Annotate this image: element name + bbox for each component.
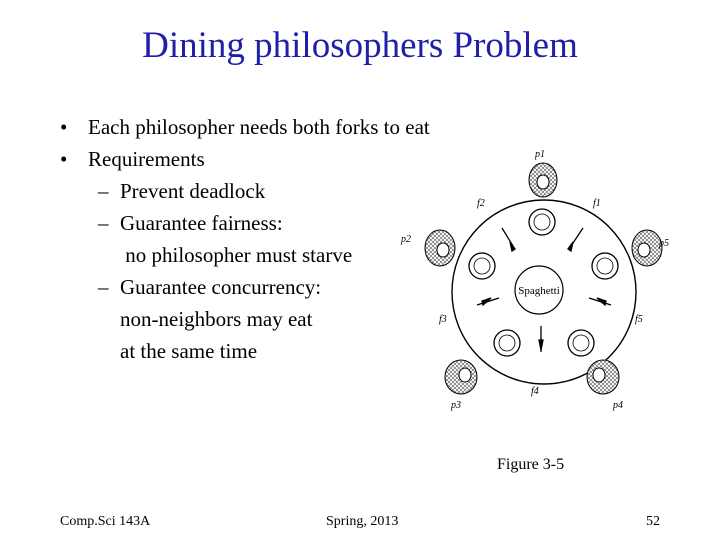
bullet-text: Requirements xyxy=(88,147,205,171)
bullet-list xyxy=(60,111,430,367)
footer-course: Comp.Sci 143A xyxy=(60,514,151,529)
sub-bullet-text: at the same time xyxy=(120,339,258,363)
dash-mark: – xyxy=(98,211,109,235)
philosopher-p4 xyxy=(587,360,623,411)
fork-label: f1 xyxy=(593,198,601,209)
dash-mark: – xyxy=(98,179,109,203)
footer-page-number: 52 xyxy=(646,514,660,529)
fork-f4 xyxy=(539,326,543,352)
philosopher-p1 xyxy=(529,149,557,197)
sub-bullet-text: no philosopher must starve xyxy=(120,243,353,267)
fork-label: f5 xyxy=(635,314,643,325)
figure-caption: Figure 3-5 xyxy=(497,456,565,473)
plate xyxy=(469,253,495,279)
dining-philosophers-figure xyxy=(395,140,685,415)
spaghetti-label: Spaghetti xyxy=(518,285,560,297)
philosopher-p3 xyxy=(445,360,477,411)
bullet-mark: • xyxy=(60,115,68,139)
sub-bullet-item xyxy=(60,175,430,207)
sub-bullet-text: non-neighbors may eat xyxy=(120,307,313,331)
sub-bullet-continuation xyxy=(60,239,430,271)
slide-title: Dining philosophers Problem xyxy=(142,25,578,66)
philosopher-p5 xyxy=(632,230,669,266)
fork-f3 xyxy=(477,298,499,305)
sub-bullet-continuation xyxy=(60,303,430,335)
philosopher-label: p5 xyxy=(659,238,669,249)
sub-bullet-text: Prevent deadlock xyxy=(120,179,266,203)
bullet-text: Each philosopher needs both forks to eat xyxy=(88,115,430,139)
philosopher-label: p1 xyxy=(535,149,545,160)
dash-mark: – xyxy=(98,275,109,299)
fork-label: f3 xyxy=(439,314,447,325)
philosopher-label: p3 xyxy=(451,400,461,411)
philosopher-label: p4 xyxy=(613,400,623,411)
fork-f5 xyxy=(589,298,611,305)
bullet-item xyxy=(60,143,430,175)
sub-bullet-text: Guarantee fairness: xyxy=(120,211,283,235)
sub-bullet-item xyxy=(60,271,430,303)
sub-bullet-item xyxy=(60,207,430,239)
fork-label: f2 xyxy=(477,198,485,209)
footer-term: Spring, 2013 xyxy=(326,514,399,529)
fork-f2 xyxy=(502,228,515,251)
bullet-item xyxy=(60,111,430,143)
fork-f1 xyxy=(568,228,583,251)
philosopher-p2 xyxy=(400,230,455,266)
plate xyxy=(592,253,618,279)
sub-bullet-continuation xyxy=(60,335,430,367)
fork-label: f4 xyxy=(531,386,539,397)
plate xyxy=(568,330,594,356)
sub-bullet-text: Guarantee concurrency: xyxy=(120,275,322,299)
philosopher-label: p2 xyxy=(401,234,411,245)
bullet-mark: • xyxy=(60,147,68,171)
plate xyxy=(494,330,520,356)
plate xyxy=(529,209,555,235)
